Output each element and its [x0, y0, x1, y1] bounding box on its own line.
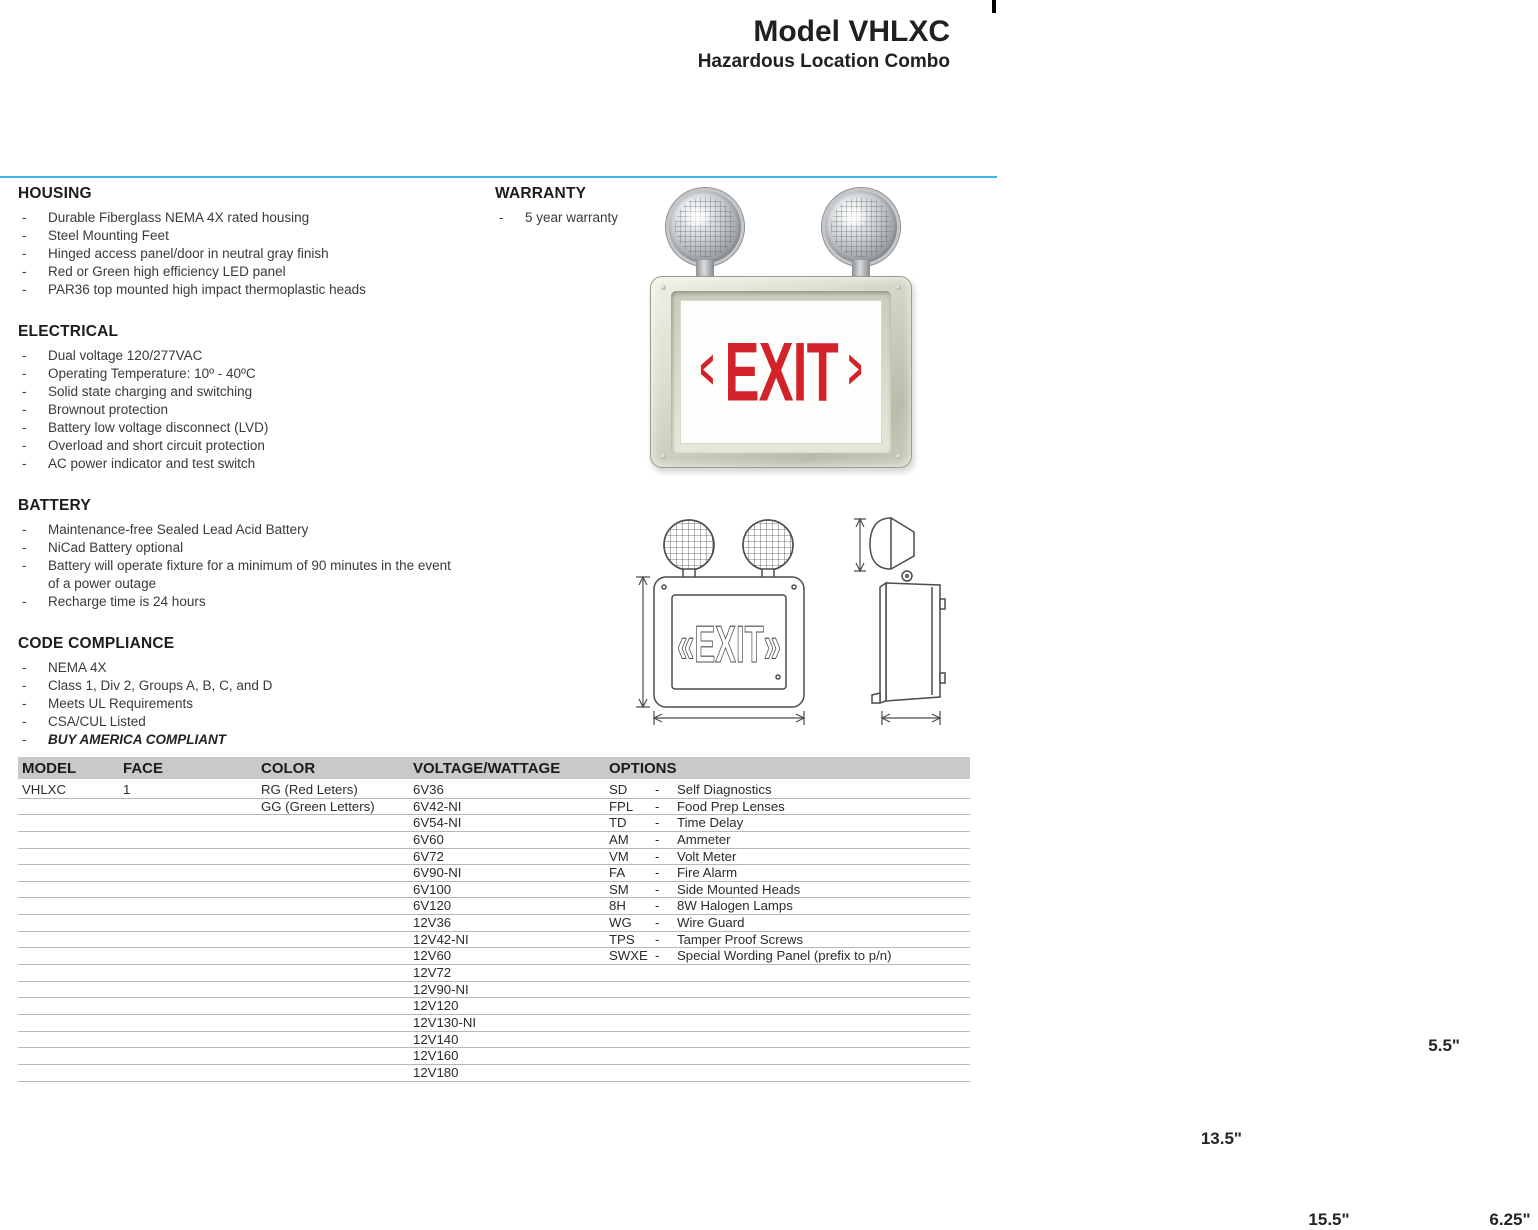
- bullet-text: CSA/CUL Listed: [48, 714, 146, 729]
- exit-text: EXIT: [724, 325, 838, 419]
- bullet-text: Battery low voltage disconnect (LVD): [48, 420, 269, 435]
- options-cell: [609, 915, 970, 931]
- bullet-text: Class 1, Div 2, Groups A, B, C, and D: [48, 678, 273, 693]
- option-code: FA: [609, 865, 626, 881]
- header-cell-model: MODEL: [22, 759, 77, 777]
- bullet-text: Durable Fiberglass NEMA 4X rated housing: [48, 210, 310, 225]
- dim-width-label: 15.5": [1301, 1210, 1357, 1230]
- bullet-dash: -: [499, 210, 504, 225]
- bullet-dash: -: [22, 282, 27, 297]
- section-warranty: [495, 184, 665, 227]
- option-dash: -: [655, 865, 660, 881]
- dim-head-height-label: 5.5": [1428, 1036, 1460, 1055]
- voltage-cell: 6V120: [413, 898, 452, 914]
- bullet-text: Red or Green high efficiency LED panel: [48, 264, 286, 279]
- option-dash: -: [655, 915, 660, 931]
- bullet-list: [495, 209, 665, 227]
- bullet-text: Brownout protection: [48, 402, 169, 417]
- options-cell: [609, 882, 970, 898]
- bullet-item: [18, 659, 488, 677]
- bullet-dash: -: [22, 732, 27, 747]
- voltage-cell: 12V160: [413, 1048, 459, 1064]
- section-title: WARRANTY: [495, 185, 587, 202]
- voltage-cell: 12V60: [413, 948, 452, 964]
- bullet-text: AC power indicator and test switch: [48, 456, 256, 471]
- section-battery: [18, 496, 488, 611]
- table-row: [18, 1015, 970, 1032]
- header-cell-color: COLOR: [261, 759, 316, 777]
- options-cell: [609, 898, 970, 914]
- bullet-dash: -: [22, 540, 27, 555]
- options-cell: [609, 815, 970, 831]
- bullet-item: [18, 263, 488, 281]
- voltage-cell: 6V100: [413, 881, 452, 897]
- option-label: Volt Meter: [677, 848, 737, 864]
- bullet-item: [18, 677, 488, 695]
- face-cell: 1: [123, 782, 131, 797]
- bullet-text: Recharge time is 24 hours: [48, 594, 206, 609]
- bullet-dash: -: [22, 522, 27, 537]
- section-title: HOUSING: [18, 185, 92, 202]
- bullet-item: [18, 281, 488, 299]
- section-title: ELECTRICAL: [18, 323, 119, 340]
- bullet-item: [18, 209, 488, 227]
- screw-icon: [661, 285, 666, 290]
- bullet-dash: -: [22, 420, 27, 435]
- bullet-dash: -: [22, 594, 27, 609]
- bullet-dash: -: [22, 264, 27, 279]
- bullet-text: 5 year warranty: [525, 210, 619, 225]
- bullet-text: NiCad Battery optional: [48, 540, 184, 555]
- bullet-dash: -: [22, 366, 27, 381]
- options-cell: [609, 799, 970, 815]
- option-label: Food Prep Lenses: [677, 798, 785, 814]
- exit-panel: [680, 300, 882, 444]
- bullet-item: [495, 209, 665, 227]
- option-code: FPL: [609, 798, 634, 814]
- table-row: [18, 815, 970, 832]
- options-cell: [609, 948, 970, 964]
- screw-icon: [896, 454, 901, 459]
- bullet-item: [18, 365, 488, 383]
- bullet-text: PAR36 top mounted high impact thermoplastic heads: [48, 282, 366, 297]
- bullet-item: [18, 401, 488, 419]
- bullet-text: Dual voltage 120/277VAC: [48, 348, 203, 363]
- bullet-text: Solid state charging and switching: [48, 384, 253, 399]
- options-cell: [609, 849, 970, 865]
- options-cell: [609, 932, 970, 948]
- fixture-housing: [650, 276, 912, 468]
- option-code: AM: [609, 831, 629, 847]
- scan-corner-artifact: [992, 0, 996, 13]
- option-label: Fire Alarm: [677, 865, 738, 881]
- bullet-text: BUY AMERICA COMPLIANT: [48, 732, 226, 747]
- table-row: [18, 1032, 970, 1049]
- exit-right-chevron: >: [848, 339, 863, 402]
- table-row: [18, 915, 970, 932]
- option-dash: -: [655, 898, 660, 914]
- bullet-item: [18, 419, 488, 437]
- option-label: Ammeter: [677, 831, 731, 847]
- bullet-item: [18, 245, 488, 263]
- table-row: [18, 948, 970, 965]
- header-cell-face: FACE: [123, 759, 164, 777]
- bullet-item: [18, 539, 488, 557]
- option-dash: -: [655, 831, 660, 847]
- table-row: [18, 932, 970, 949]
- bullet-item: [18, 521, 488, 539]
- bullet-text: Overload and short circuit protection: [48, 438, 265, 453]
- voltage-cell: 6V54-NI: [413, 815, 462, 831]
- option-dash: -: [655, 881, 660, 897]
- bullet-item: [18, 227, 488, 245]
- option-dash: -: [655, 848, 660, 864]
- color-cell: GG (Green Letters): [261, 798, 375, 814]
- bullet-dash: -: [22, 714, 27, 729]
- option-code: SM: [609, 881, 629, 897]
- voltage-cell: 12V72: [413, 965, 452, 981]
- product-photo: [650, 188, 912, 470]
- header-cell-voltage: VOLTAGE/WATTAGE: [413, 759, 561, 777]
- table-header-row: [18, 757, 970, 779]
- voltage-cell: 6V36: [413, 782, 444, 797]
- voltage-cell: 12V180: [413, 1064, 459, 1080]
- bullet-dash: -: [22, 402, 27, 417]
- page-title: Model VHLXC: [753, 15, 950, 48]
- exit-left-chevron: <: [699, 339, 714, 402]
- bullet-text: Meets UL Requirements: [48, 696, 194, 711]
- section-housing: [18, 184, 488, 299]
- option-dash: -: [655, 798, 660, 814]
- section-electrical: [18, 322, 488, 473]
- voltage-cell: 12V140: [413, 1031, 459, 1047]
- bullet-text: Operating Temperature: 10º - 40ºC: [48, 366, 256, 381]
- table-row: [18, 865, 970, 882]
- option-label: Special Wording Panel (prefix to p/n): [677, 948, 892, 964]
- voltage-cell: 6V90-NI: [413, 865, 462, 881]
- option-label: 8W Halogen Lamps: [677, 898, 793, 914]
- table-row: [18, 849, 970, 866]
- section-title: BATTERY: [18, 497, 91, 514]
- bullet-dash: -: [22, 678, 27, 693]
- option-code: TD: [609, 815, 627, 831]
- voltage-cell: 6V60: [413, 831, 444, 847]
- option-dash: -: [655, 782, 660, 797]
- bullet-text: Steel Mounting Feet: [48, 228, 169, 243]
- header-cell-options: OPTIONS: [609, 759, 677, 777]
- model-cell: VHLXC: [22, 782, 66, 797]
- bullet-list: [18, 347, 488, 473]
- table-row: [18, 782, 970, 799]
- left-column: [18, 184, 488, 772]
- table-row: [18, 965, 970, 982]
- screw-icon: [661, 454, 666, 459]
- table-row: [18, 832, 970, 849]
- bullet-list: [18, 521, 488, 611]
- bullet-item: [18, 557, 488, 593]
- voltage-cell: 6V72: [413, 848, 444, 864]
- voltage-cell: 12V42-NI: [413, 931, 469, 947]
- accent-divider: [0, 176, 997, 178]
- option-code: 8H: [609, 898, 626, 914]
- option-code: VM: [609, 848, 629, 864]
- bullet-dash: -: [22, 228, 27, 243]
- voltage-cell: 12V130-NI: [413, 1014, 477, 1030]
- voltage-cell: 12V120: [413, 998, 459, 1014]
- bullet-text: NEMA 4X: [48, 660, 107, 675]
- voltage-cell: 12V90-NI: [413, 981, 469, 997]
- bullet-item: [18, 731, 488, 749]
- section-title: CODE COMPLIANCE: [18, 635, 175, 652]
- panel-frame: [671, 291, 891, 453]
- bullet-list: [18, 209, 488, 299]
- options-cell: [609, 782, 970, 798]
- table-row: [18, 1048, 970, 1065]
- option-label: Side Mounted Heads: [677, 881, 801, 897]
- option-label: Wire Guard: [677, 915, 745, 931]
- bullet-dash: -: [22, 558, 27, 573]
- bullet-dash: -: [22, 456, 27, 471]
- options-cell: [609, 832, 970, 848]
- bullet-text: Battery will operate fixture for a minimum of 90 minutes in the event of a power outage: [48, 558, 451, 591]
- dim-height-label: 13.5": [1200, 1129, 1242, 1148]
- bullet-dash: -: [22, 348, 27, 363]
- diagram-exit-label: «EXIT»: [677, 616, 781, 674]
- dimension-diagram-svg: [598, 505, 997, 737]
- option-code: SD: [609, 782, 628, 797]
- bullet-item: [18, 455, 488, 473]
- spec-table-body: [18, 782, 970, 1082]
- lamp-head-right-icon: [822, 188, 900, 266]
- table-row: [18, 882, 970, 899]
- bullet-item: [18, 695, 488, 713]
- option-code: WG: [609, 915, 632, 931]
- bullet-item: [18, 713, 488, 731]
- option-dash: -: [655, 931, 660, 947]
- table-row: [18, 1065, 970, 1082]
- bullet-list: [18, 659, 488, 749]
- option-dash: -: [655, 948, 660, 964]
- bullet-dash: -: [22, 246, 27, 261]
- bullet-text: Hinged access panel/door in neutral gray finish: [48, 246, 329, 261]
- bullet-dash: -: [22, 438, 27, 453]
- table-row: [18, 998, 970, 1015]
- option-label: Self Diagnostics: [677, 782, 772, 797]
- table-row: [18, 982, 970, 999]
- options-cell: [609, 865, 970, 881]
- dim-depth-label: 6.25": [1482, 1210, 1538, 1230]
- option-dash: -: [655, 815, 660, 831]
- bullet-text: Maintenance-free Sealed Lead Acid Battery: [48, 522, 309, 537]
- option-code: TPS: [609, 931, 635, 947]
- bullet-dash: -: [22, 696, 27, 711]
- voltage-cell: 12V36: [413, 915, 452, 931]
- lamp-head-left-icon: [666, 188, 744, 266]
- option-label: Tamper Proof Screws: [677, 931, 804, 947]
- color-cell: RG (Red Leters): [261, 782, 358, 797]
- document-header: [698, 14, 950, 74]
- spec-table: [18, 757, 970, 1082]
- bullet-item: [18, 383, 488, 401]
- bullet-dash: -: [22, 384, 27, 399]
- option-code: SWXE: [609, 948, 648, 964]
- bullet-item: [18, 437, 488, 455]
- bullet-item: [18, 347, 488, 365]
- bullet-dash: -: [22, 660, 27, 675]
- bullet-item: [18, 593, 488, 611]
- screw-icon: [896, 285, 901, 290]
- voltage-cell: 6V42-NI: [413, 798, 462, 814]
- bullet-dash: -: [22, 210, 27, 225]
- option-label: Time Delay: [677, 815, 744, 831]
- page-subtitle: Hazardous Location Combo: [697, 51, 950, 72]
- section-code-compliance: [18, 634, 488, 749]
- table-row: [18, 799, 970, 816]
- table-row: [18, 898, 970, 915]
